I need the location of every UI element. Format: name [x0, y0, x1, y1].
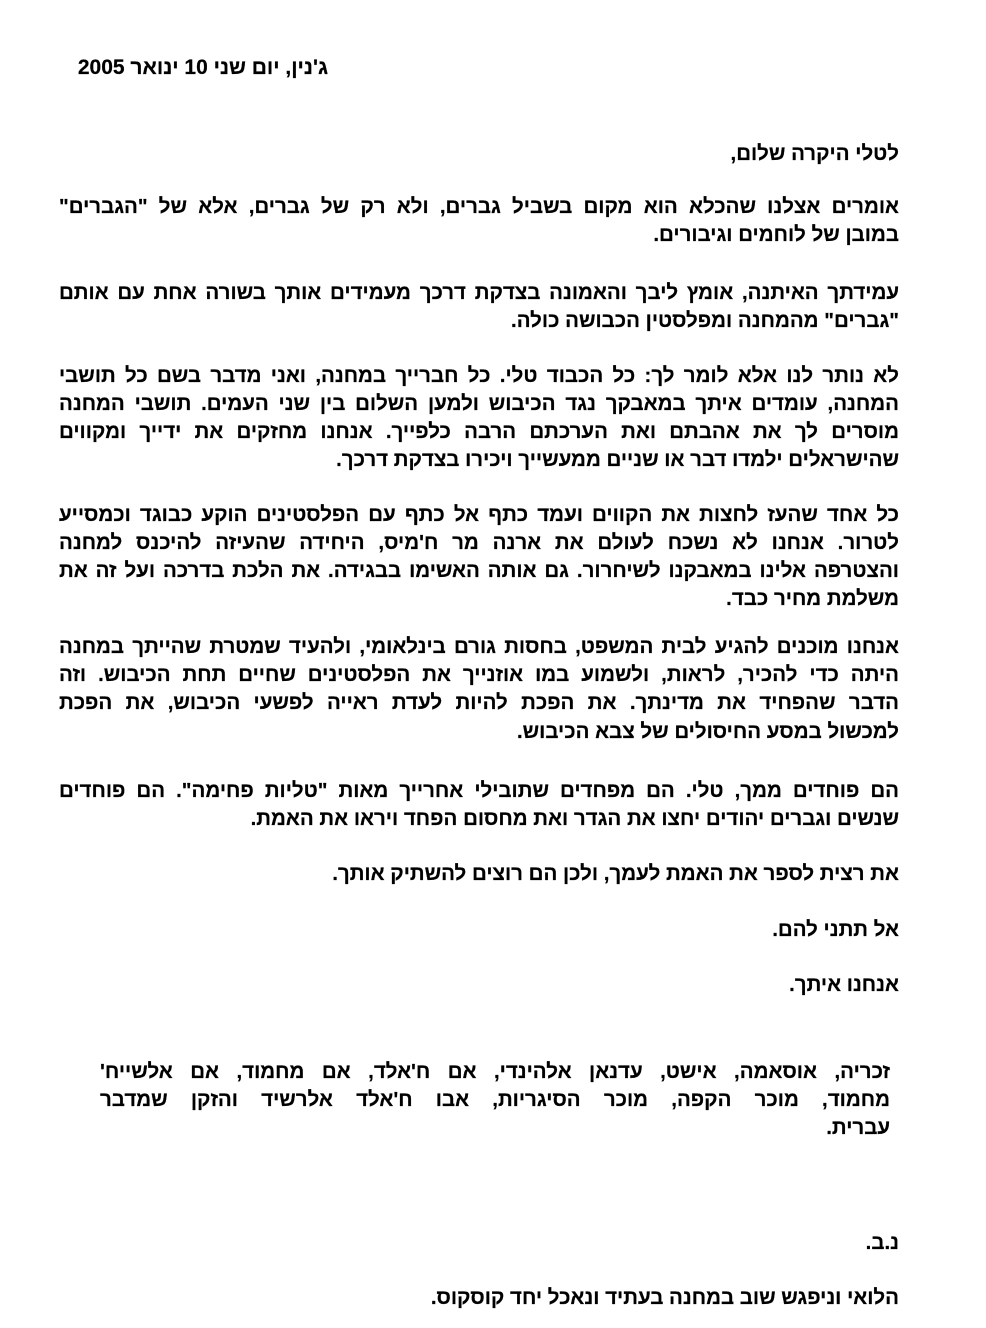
- ps-text: הלואי וניפגש שוב במחנה בעתיד ונאכל יחד קוסקוס.: [430, 1286, 899, 1309]
- paragraph-line: המחנה, עומדים איתך במאבקך נגד הכיבוש ולמען השלום בין שני העמים. תושבי המחנה: [59, 392, 899, 415]
- paragraph-line: אל תתני להם.: [772, 918, 899, 941]
- paragraph-line: למכשול במסע החיסולים של צבא הכיבוש.: [516, 720, 899, 743]
- paragraph-line: לטרור. אנחנו לא נשכח לעולם את ארנה מר ח'מיס, היחידה שהעיזה להיכנס למחנה: [59, 531, 899, 554]
- date-line: ג'נין, יום שני 10 ינואר 2005: [77, 56, 328, 79]
- paragraph-line: שנשים וגברים יהודים יחצו את הגדר ואת מחסום הפחד ויראו את האמת.: [250, 807, 899, 830]
- paragraph-line: מוסרים לך את אהבתם ואת הערכתם הרבה כלפייך. אנחנו מחזקים את ידייך ומקווים: [59, 420, 899, 443]
- paragraph-line: "גברים" מהמחנה ומפלסטין הכבושה כולה.: [511, 309, 899, 332]
- paragraph-line: אומרים אצלנו שהכלא הוא מקום בשביל גברים, ולא רק של גברים, אלא של "הגברים": [59, 195, 899, 218]
- paragraph-line: לא נותר לנו אלא לומר לך: כל הכבוד טלי. כל חברייך במחנה, ואני מדבר בשם כל תושבי: [59, 364, 899, 387]
- paragraph-line: הדבר שהפחיד את מדינתך. את הפכת להיות לעדת ראייה לפשעי הכיבוש, את הפכת: [59, 691, 899, 714]
- paragraph-line: משלמת מחיר כבד.: [726, 587, 899, 610]
- paragraph-line: עמידתך האיתנה, אומץ ליבך והאמונה בצדקת דרכך מעמידים אותך בשורה אחת עם אותם: [59, 281, 899, 304]
- signatories-line: עברית.: [826, 1116, 890, 1139]
- paragraph-line: שהישראלים ילמדו דבר או שניים ממעשייך ויכירו בצדקת דרכך.: [336, 448, 899, 471]
- signatories-line: מחמוד, מוכר הקפה, מוכר הסיגריות, אבו ח'אלד אלרשיד והזקן שמדבר: [100, 1088, 890, 1111]
- paragraph-line: אנחנו איתך.: [789, 973, 899, 996]
- paragraph-line: במובן של לוחמים וגיבורים.: [653, 223, 899, 246]
- ps-label: נ.ב.: [865, 1231, 899, 1254]
- paragraph-line: כל אחד שהעז לחצות את הקווים ועמד כתף אל כתף עם הפלסטינים הוקע כבוגד וכמסייע: [59, 503, 899, 526]
- salutation: לטלי היקרה שלום,: [730, 142, 899, 165]
- paragraph-line: הם פוחדים ממך, טלי. הם מפחדים שתובילי אחרייך מאות "טליות פחימה". הם פוחדים: [59, 779, 899, 802]
- paragraph-line: את רצית לספר את האמת לעמך, ולכן הם רוצים להשתיק אותך.: [332, 862, 899, 885]
- paragraph-line: היתה כדי להכיר, לראות, ולשמוע במו אוזנייך את הפלסטינים שחיים תחת הכיבוש. וזה: [59, 663, 899, 686]
- paragraph-line: אנחנו מוכנים להגיע לבית המשפט, בחסות גורם בינלאומי, ולהעיד שמטרת שהייתך במחנה: [59, 635, 899, 658]
- paragraph-line: והצטרפה אלינו במאבקנו לשיחרור. גם אותה האשימו בבגידה. את הלכת בדרכה ועל זה את: [59, 559, 899, 582]
- signatories-line: זכריה, אוסאמה, אישט, עדנאן אלהינדי, אם ח'אלד, אם מחמוד, אם אלשייח': [100, 1060, 890, 1083]
